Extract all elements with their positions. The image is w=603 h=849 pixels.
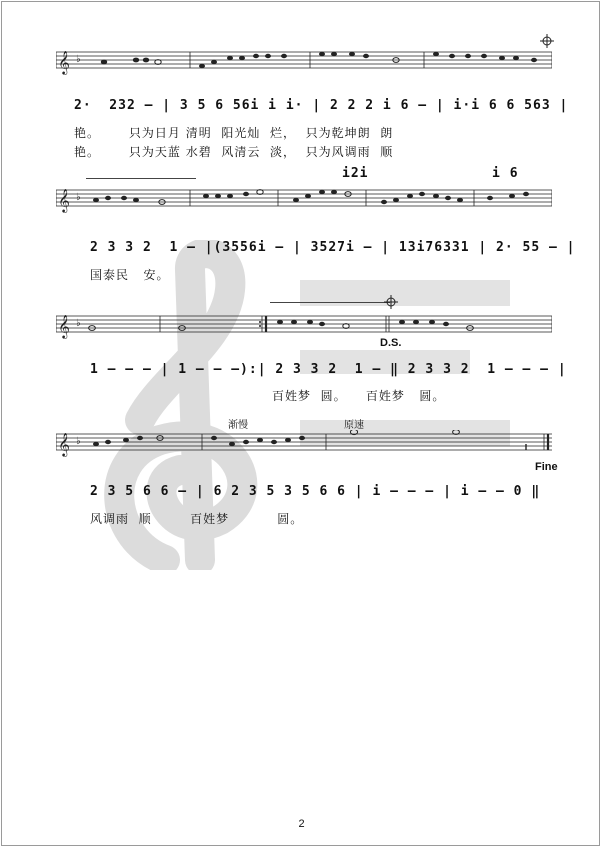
- lyrics-line-4: 风调雨 顺 百姓梦 圆。: [90, 512, 304, 526]
- staff-system-4: [56, 430, 552, 460]
- ds-mark: D.S.: [380, 337, 402, 349]
- svg-text:𝄞: 𝄞: [58, 314, 70, 338]
- jianpu-upper-notes-2: i2i i 6: [342, 166, 519, 181]
- svg-text:𝄞: 𝄞: [58, 188, 70, 212]
- lyrics-line-3: 百姓梦 圆。 百姓梦 圆。: [272, 389, 446, 403]
- jianpu-line-2: 2 3 3 2 1 – |(3556i – | 3527i – | 13i76331 | 2· 55 – |: [90, 240, 576, 255]
- tempo-a-tempo: 原速: [344, 420, 364, 431]
- staff-system-3: [56, 312, 552, 342]
- coda-icon: [384, 295, 398, 309]
- svg-text:♭: ♭: [76, 54, 81, 65]
- fine-mark: Fine: [535, 461, 558, 473]
- jianpu-line-4: 2 3 5 6 6 – | 6 2 3 5 3 5 6 6 | i – – – | i – – 0 ‖: [90, 484, 541, 499]
- svg-text:𝄞: 𝄞: [58, 432, 70, 456]
- coda-icon: [540, 34, 554, 48]
- tempo-ritardando: 渐慢: [228, 420, 248, 431]
- page-number: 2: [298, 818, 305, 830]
- staff-system-2: [56, 186, 552, 216]
- svg-text:𝄞: 𝄞: [58, 50, 70, 74]
- jianpu-line-1: 2· 232 – | 3 5 6 56i i i· | 2 2 2 i 6 – | i·i 6 6 563 |: [74, 98, 569, 113]
- volta-bracket-2: [270, 302, 390, 303]
- lyrics-line-1a: 艳。 只为日月 清明 阳光灿 烂， 只为乾坤朗 朗: [74, 126, 394, 140]
- svg-text:♭: ♭: [76, 192, 81, 203]
- staff-system-1: [56, 48, 552, 78]
- jianpu-line-3: 1 – – – | 1 – – –):| 2 3 3 2 1 – ‖ 2 3 3 2 1 – – – |: [90, 362, 567, 377]
- svg-text:♭: ♭: [76, 318, 81, 329]
- svg-text:♭: ♭: [76, 436, 81, 447]
- lyrics-line-2: 国泰民 安。: [90, 268, 170, 282]
- lyrics-line-1b: 艳。 只为天蓝 水碧 风清云 淡， 只为风调雨 顺: [74, 145, 394, 159]
- volta-bracket-1: [86, 178, 196, 179]
